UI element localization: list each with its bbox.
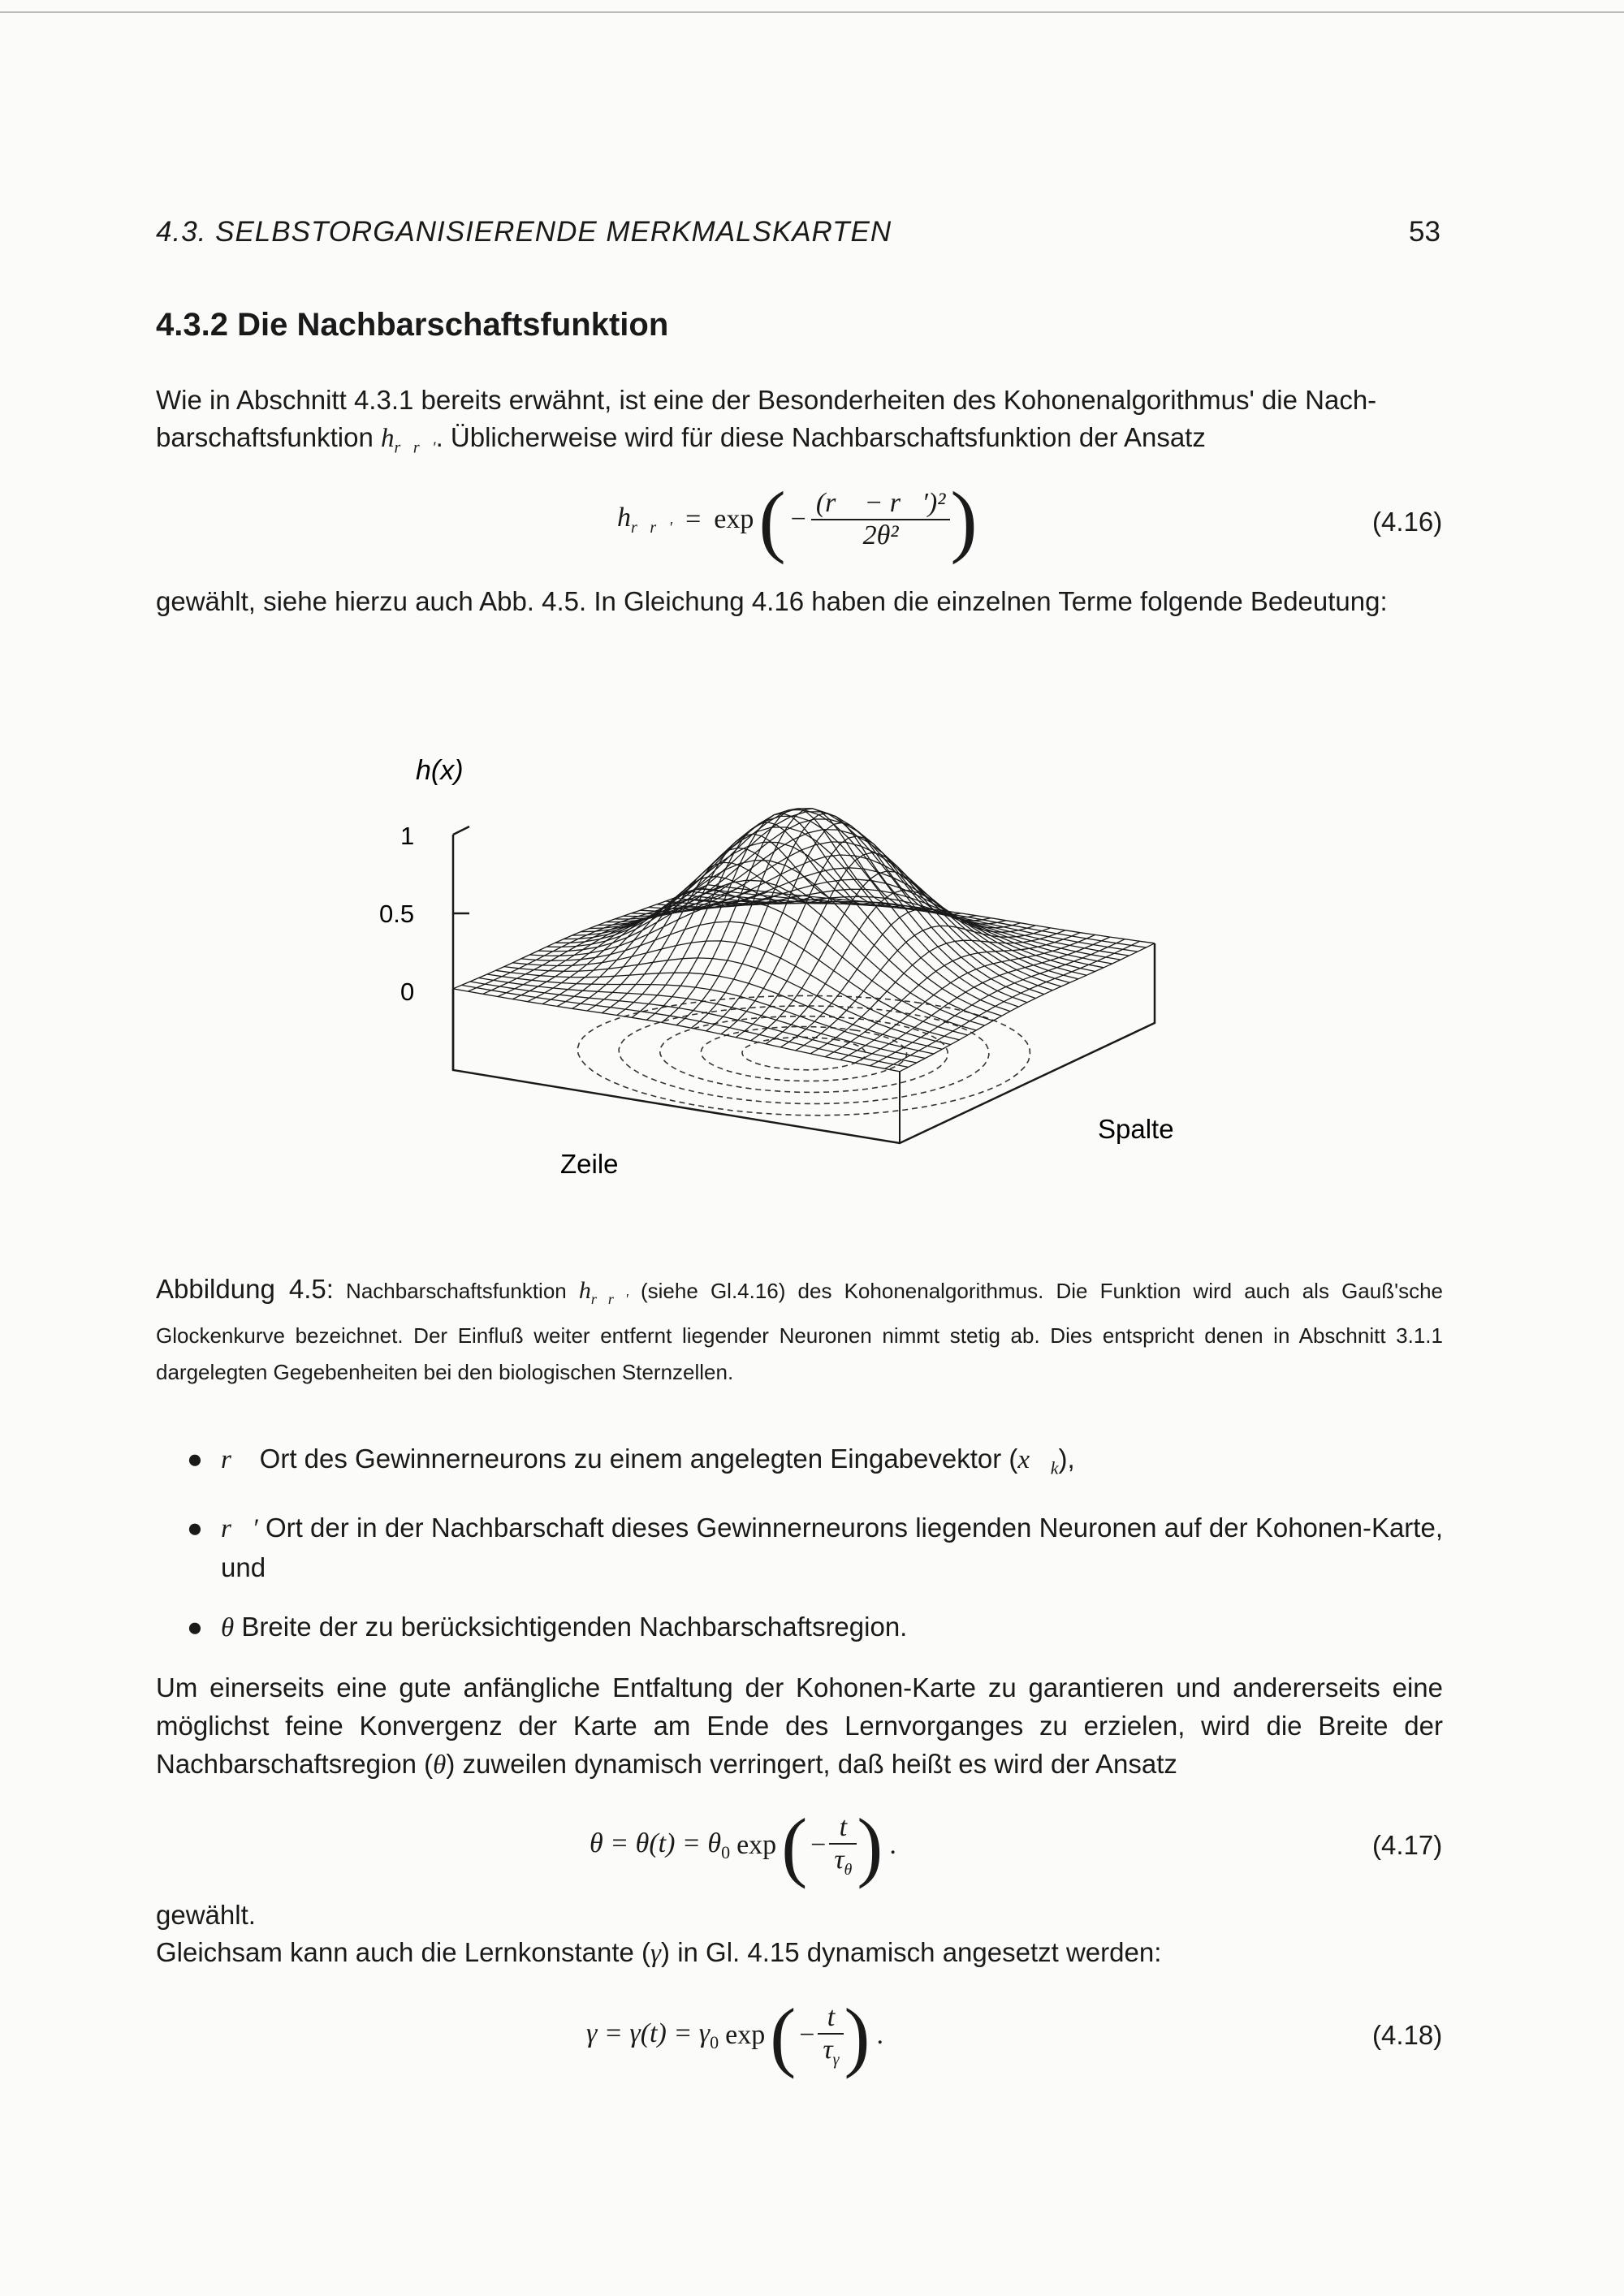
term-list <box>187 1439 1443 1668</box>
eq416-lhs: $h_{r⃗r⃗'}$ <box>617 502 673 537</box>
list-item <box>187 1439 1443 1487</box>
eq417-minus: − <box>810 1830 827 1860</box>
item-symbol: θ <box>221 1612 235 1642</box>
mesh-line-b <box>780 908 1035 1047</box>
caption-part2: (siehe Gl.4.16) des Kohonenalgorithmus. Die Funktion wird auch als Gauß'sche Glockenkurve bezeichnet. Der Einfluß weiter entfernt liegender Neuronen nimmt stetig ab. Dies entspricht denen in Abschnitt 3.1.1 dargelegten Gegebenheiten bei den biologischen Sternzellen. <box>156 1279 1443 1384</box>
eq418-number: (4.18) <box>1372 2020 1443 2050</box>
figure-y-axis-label: h(x) <box>416 755 464 786</box>
mesh-line-b <box>662 809 917 1023</box>
figure-4-5 <box>0 731 1624 1218</box>
eq418-lparen: ( <box>770 1992 797 2079</box>
contour-ring <box>619 1006 989 1104</box>
eq416-equals: = <box>685 504 702 534</box>
section-title: 4.3.2 Die Nachbarschaftsfunktion <box>156 307 669 343</box>
figure-caption <box>156 1271 1443 1391</box>
eq417-period: . <box>889 1830 896 1860</box>
paragraph-2-b: ) zuweilen dynamisch verringert, daß heißt es wird der Ansatz <box>446 1749 1177 1779</box>
contour-ring <box>701 1027 906 1081</box>
mesh-line-a <box>529 901 976 1030</box>
paragraph-3-b: ) in Gl. 4.15 dynamisch angesetzt werden: <box>661 1937 1162 1967</box>
equation-4-16 <box>617 475 978 564</box>
item-text-tail: ), <box>1058 1444 1075 1474</box>
item-symbol: r⃗′ <box>221 1513 258 1543</box>
eq416-lparen: ( <box>758 474 786 565</box>
intro-after-equation: gewählt, siehe hierzu auch Abb. 4.5. In Gleichung 4.16 haben die einzelnen Terme folgende Bedeutung: <box>156 586 1388 616</box>
paragraph-3-a: Gleichsam kann auch die Lernkonstante ( <box>156 1937 651 1967</box>
item-text: Ort der in der Nachbarschaft dieses Gewinnerneurons liegenden Neuronen auf der Kohonen-Karte, und <box>221 1512 1443 1582</box>
eq416-fraction <box>811 488 951 551</box>
equation-4-18 <box>586 1991 883 2080</box>
axis-label-zeile: Zeile <box>560 1149 619 1179</box>
running-header: 4.3. SELBSTORGANISIERENDE MERKMALSKARTEN <box>156 216 892 248</box>
equation-4-17 <box>590 1801 896 1890</box>
h-symbol: $h_{r⃗r⃗'}$ <box>381 424 436 457</box>
item-text: Breite der zu berücksichtigenden Nachbarschaftsregion. <box>234 1611 908 1642</box>
eq418-fraction <box>818 2002 844 2069</box>
mesh-line-a <box>470 982 917 1063</box>
bullet-icon: ● <box>187 1512 203 1543</box>
z-tick-0-5: 0.5 <box>379 900 415 928</box>
paragraph-3 <box>156 1934 1443 1972</box>
gamma-symbol: γ <box>650 1939 662 1968</box>
mesh-line-a <box>521 921 968 1035</box>
mesh-line-b <box>587 862 842 1011</box>
eq418-lhs: $\gamma = \gamma(t) = \gamma_0$ <box>586 2018 719 2052</box>
eq417-number: (4.17) <box>1372 1830 1443 1860</box>
eq417-rparen: ) <box>857 1802 883 1889</box>
caption-h-symbol: $h_{r⃗r⃗'}$ <box>578 1277 628 1307</box>
gaussian-surface-mesh <box>453 809 1155 1072</box>
mesh-line-a <box>708 885 1155 943</box>
eq416-numerator: (r⃗ − r⃗′)² <box>811 488 951 520</box>
bullet-icon: ● <box>187 1444 203 1474</box>
mesh-line-b <box>528 894 783 1002</box>
eq417-exp: exp <box>736 1830 777 1860</box>
eq418-minus: − <box>799 2020 815 2050</box>
theta-symbol: θ <box>433 1750 447 1780</box>
mesh-line-b <box>676 809 931 1025</box>
eq417-numerator: t <box>829 1812 857 1845</box>
scan-top-rule <box>0 11 1624 13</box>
intro-line-2-b: . Üblicherweise wird für diese Nachbarschaftsfunktion der Ansatz <box>435 422 1206 452</box>
item-symbol: r⃗ <box>221 1445 253 1474</box>
contour-ring <box>577 995 1030 1115</box>
h-subscript: r⃗r⃗′ <box>394 438 436 457</box>
mesh-line-b <box>721 836 976 1034</box>
item-symbol-2-sub: k <box>1050 1457 1059 1478</box>
mesh-line-a <box>504 958 951 1045</box>
eq418-rparen: ) <box>844 1992 870 2079</box>
intro-line-2 <box>156 419 1443 467</box>
eq417-fraction <box>829 1812 857 1880</box>
item-text: Ort des Gewinnerneurons zu einem angelegten Eingabevektor ( <box>252 1444 1018 1474</box>
item-symbol-2: x⃗ <box>1017 1445 1051 1474</box>
eq417-denominator: $\tau_\theta$ <box>834 1844 853 1879</box>
mesh-line-a <box>555 842 1002 1016</box>
contour-projection <box>577 995 1030 1115</box>
page-number: 53 <box>1409 216 1440 248</box>
list-item <box>187 1608 1443 1647</box>
contour-ring <box>742 1038 866 1070</box>
z-tick-1: 1 <box>400 822 415 850</box>
eq418-numerator: t <box>818 2002 844 2035</box>
mesh-line-b <box>468 887 723 991</box>
axis-label-spalte: Spalte <box>1098 1114 1174 1144</box>
eq416-number: (4.16) <box>1372 507 1443 537</box>
eq416-rparen: ) <box>950 474 978 565</box>
z-tick-mark-1 <box>453 826 469 835</box>
base-box-edges <box>453 943 1155 1143</box>
z-tick-0: 0 <box>400 978 415 1006</box>
after-eq417: gewählt. <box>156 1900 256 1930</box>
eq416-minus: − <box>790 504 806 534</box>
intro-line-1: Wie in Abschnitt 4.3.1 bereits erwähnt, ist eine der Besonderheiten des Kohonenalgorithmus' die Nach- <box>156 385 1377 415</box>
paragraph-2-a: Um einerseits eine gute anfängliche Entfaltung der Kohonen-Karte zu garantieren und andererseits eine möglichst feine Konvergenz der Karte am Ende des Lernvorganges zu erzielen, wird die Breite der Nachbarschaftsregion ( <box>156 1672 1443 1779</box>
eq417-lhs: $\theta = \theta(t) = \theta_0$ <box>590 1828 731 1862</box>
list-item <box>187 1508 1443 1586</box>
eq418-period: . <box>876 2020 883 2050</box>
mesh-line-b <box>870 939 1125 1066</box>
bullet-icon: ● <box>187 1611 203 1642</box>
paragraph-2 <box>156 1668 1443 1785</box>
eq417-lparen: ( <box>781 1802 808 1889</box>
caption-part1: Nachbarschaftsfunktion <box>346 1279 567 1303</box>
eq418-denominator: $\tau_\gamma$ <box>823 2034 840 2069</box>
intro-line-2-a: barschaftsfunktion <box>156 422 374 452</box>
eq416-exp: exp <box>714 504 754 534</box>
caption-lead: Abbildung 4.5: <box>156 1274 334 1304</box>
eq418-exp: exp <box>725 2020 766 2050</box>
mesh-line-a <box>462 985 909 1067</box>
eq416-denominator: 2θ² <box>862 520 899 550</box>
